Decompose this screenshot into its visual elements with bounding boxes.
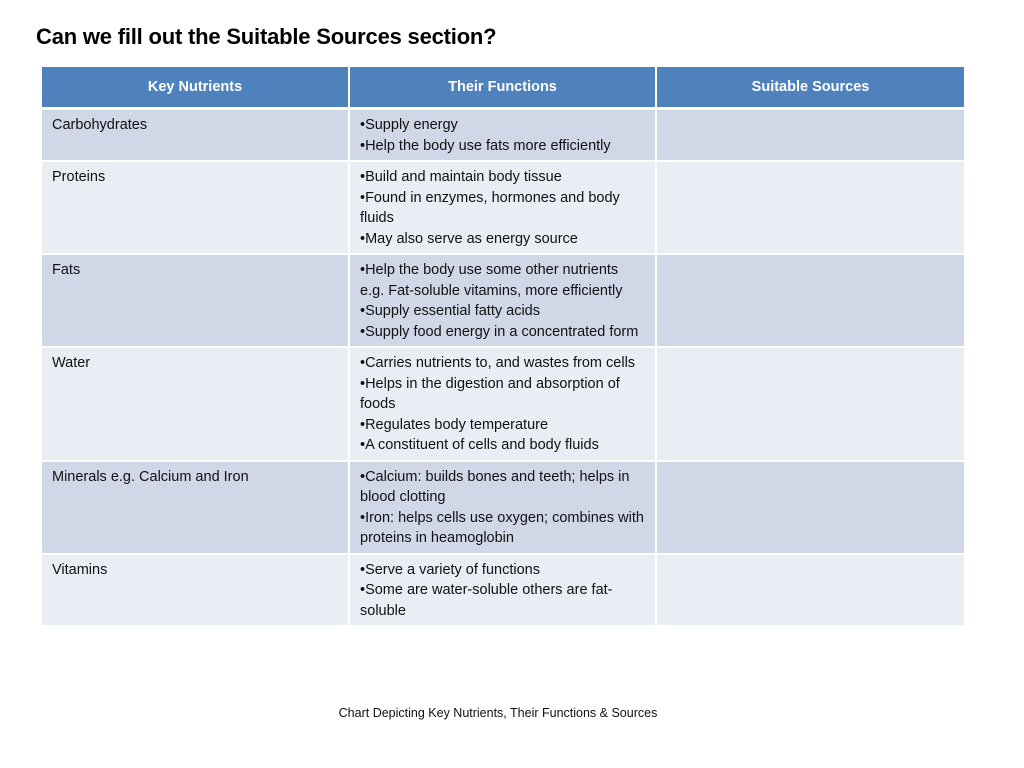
function-item: •Found in enzymes, hormones and body fluids — [360, 189, 620, 226]
function-item: •Iron: helps cells use oxygen; combines with proteins in heamoglobin — [360, 509, 644, 546]
function-item: •Supply energy — [360, 117, 458, 133]
functions-cell — [349, 254, 656, 347]
header-key-nutrients: Key Nutrients — [42, 67, 349, 109]
nutrient-cell: Water — [42, 347, 349, 461]
table-row — [42, 254, 964, 347]
nutrients-table — [42, 67, 964, 627]
sources-cell[interactable] — [656, 347, 964, 461]
function-item: •Carries nutrients to, and wastes from cells — [360, 355, 636, 371]
sources-cell[interactable] — [656, 461, 964, 554]
functions-cell — [349, 554, 656, 627]
function-item: •Supply food energy in a concentrated form — [360, 323, 639, 340]
nutrient-cell: Carbohydrates — [42, 109, 349, 162]
nutrient-cell: Minerals e.g. Calcium and Iron — [42, 461, 349, 554]
function-item: •Regulates body temperature — [360, 416, 549, 433]
header-their-functions: Their Functions — [349, 67, 656, 109]
header-suitable-sources: Suitable Sources — [656, 67, 964, 109]
table-row — [42, 461, 964, 554]
sources-cell[interactable] — [656, 554, 964, 627]
table-row — [42, 347, 964, 461]
nutrient-cell: Proteins — [42, 161, 349, 254]
table-header-row — [42, 67, 964, 109]
function-item: •Supply essential fatty acids — [360, 303, 540, 319]
table-row — [42, 554, 964, 627]
functions-cell — [349, 461, 656, 554]
function-item: •Build and maintain body tissue — [360, 169, 562, 185]
functions-cell — [349, 347, 656, 461]
sources-cell[interactable] — [656, 161, 964, 254]
function-item: •Some are water-soluble others are fat-soluble — [360, 582, 613, 619]
page-title: Can we fill out the Suitable Sources section? — [36, 24, 497, 49]
table-row — [42, 109, 964, 162]
functions-cell — [349, 161, 656, 254]
function-item: •Serve a variety of functions — [360, 561, 540, 578]
function-item: •Calcium: builds bones and teeth; helps in blood clotting — [360, 468, 630, 505]
sources-cell[interactable] — [656, 254, 964, 347]
sources-cell[interactable] — [656, 109, 964, 162]
function-item: •May also serve as energy source — [360, 230, 578, 247]
functions-cell — [349, 109, 656, 162]
function-item: •Help the body use some other nutrients e.g. Fat-soluble vitamins, more efficiently — [360, 262, 623, 299]
function-item: •Help the body use fats more efficiently — [360, 137, 611, 154]
nutrient-cell: Fats — [42, 254, 349, 347]
chart-caption: Chart Depicting Key Nutrients, Their Functions & Sources — [338, 706, 658, 720]
function-item: •Helps in the digestion and absorption of foods — [360, 375, 620, 412]
table-row — [42, 161, 964, 254]
function-item: •A constituent of cells and body fluids — [360, 437, 599, 453]
nutrient-cell: Vitamins — [42, 554, 349, 627]
